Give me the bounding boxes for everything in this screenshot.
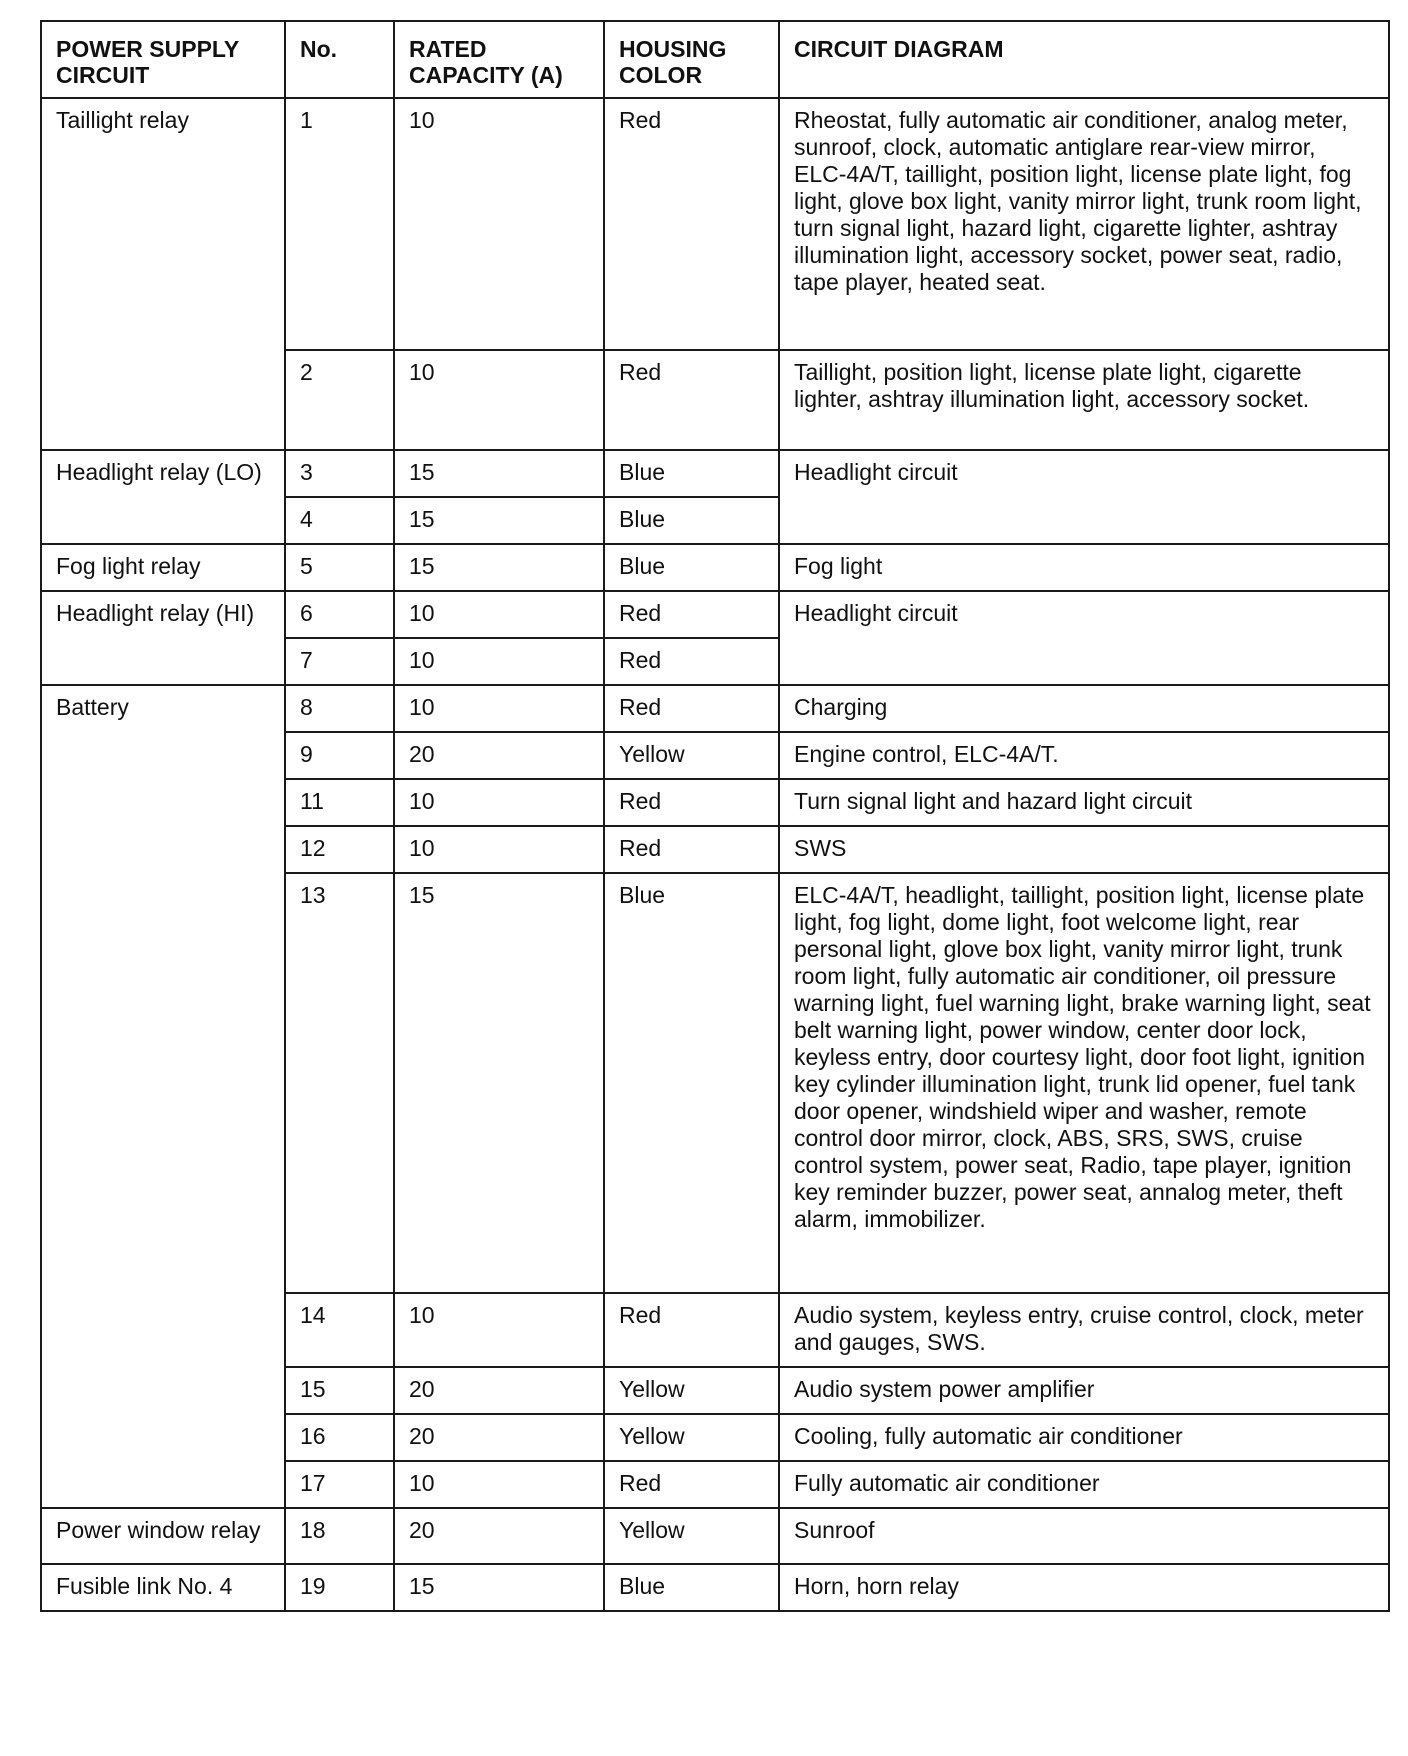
circuit-diagram: Headlight circuit [779,450,1389,544]
rated-capacity: 20 [394,732,604,779]
group-headlight-relay-hi: Headlight relay (HI) [41,591,285,685]
header-no: No. [285,21,394,98]
header-circuit-diagram: CIRCUIT DIAGRAM [779,21,1389,98]
table-row [41,544,1389,591]
fuse-no: 3 [285,450,394,497]
circuit-diagram: Cooling, fully automatic air conditioner [779,1414,1389,1461]
circuit-diagram: Fully automatic air conditioner [779,1461,1389,1508]
fuse-no: 14 [285,1293,394,1367]
fuse-no: 16 [285,1414,394,1461]
table-row [41,98,1389,350]
rated-capacity: 10 [394,638,604,685]
fuse-table [40,20,1390,1612]
group-taillight-relay: Taillight relay [41,98,285,450]
circuit-diagram: Headlight circuit [779,591,1389,685]
table-row [41,450,1389,497]
housing-color: Blue [604,544,779,591]
circuit-diagram: SWS [779,826,1389,873]
table-row [41,1508,1389,1564]
header-housing-color: HOUSING COLOR [604,21,779,98]
rated-capacity: 15 [394,1564,604,1611]
fuse-no: 11 [285,779,394,826]
housing-color: Red [604,779,779,826]
circuit-diagram: Engine control, ELC-4A/T. [779,732,1389,779]
fuse-no: 15 [285,1367,394,1414]
rated-capacity: 15 [394,873,604,1293]
circuit-diagram: Rheostat, fully automatic air conditioner, analog meter, sunroof, clock, automatic antiglare rear-view mirror, ELC-4A/T, taillight, position light, license plate light, fog light, glove box light, vanity mirror light, trunk room light, turn signal light, hazard light, cigarette lighter, ashtray illumination light, accessory socket, power seat, radio, tape player, heated seat. [779,98,1389,350]
rated-capacity: 10 [394,591,604,638]
fuse-no: 8 [285,685,394,732]
rated-capacity: 10 [394,685,604,732]
housing-color: Red [604,350,779,450]
housing-color: Red [604,591,779,638]
group-fusible-link-4: Fusible link No. 4 [41,1564,285,1611]
group-battery: Battery [41,685,285,1508]
circuit-diagram: ELC-4A/T, headlight, taillight, position light, license plate light, fog light, dome light, foot welcome light, rear personal light, glove box light, vanity mirror light, trunk room light, fully automatic air conditioner, oil pressure warning light, fuel warning light, brake warning light, seat belt warning light, power window, center door lock, keyless entry, door courtesy light, door foot light, ignition key cylinder illumination light, trunk lid opener, fuel tank door opener, windshield wiper and washer, remote control door mirror, clock, ABS, SRS, SWS, cruise control system, power seat, Radio, tape player, ignition key reminder buzzer, power seat, annalog meter, theft alarm, immobilizer. [779,873,1389,1293]
rated-capacity: 10 [394,826,604,873]
circuit-diagram: Fog light [779,544,1389,591]
circuit-diagram: Audio system, keyless entry, cruise control, clock, meter and gauges, SWS. [779,1293,1389,1367]
housing-color: Blue [604,497,779,544]
fuse-no: 19 [285,1564,394,1611]
circuit-diagram: Audio system power amplifier [779,1367,1389,1414]
fuse-no: 13 [285,873,394,1293]
header-rated-capacity: RATED CAPACITY (A) [394,21,604,98]
rated-capacity: 15 [394,450,604,497]
header-row [41,21,1389,98]
circuit-diagram: Taillight, position light, license plate light, cigarette lighter, ashtray illumination light, accessory socket. [779,350,1389,450]
fuse-no: 4 [285,497,394,544]
rated-capacity: 10 [394,98,604,350]
header-power-supply-circuit: POWER SUPPLY CIRCUIT [41,21,285,98]
housing-color: Blue [604,873,779,1293]
rated-capacity: 10 [394,1293,604,1367]
group-headlight-relay-lo: Headlight relay (LO) [41,450,285,544]
housing-color: Yellow [604,1367,779,1414]
housing-color: Red [604,1461,779,1508]
table-row [41,1564,1389,1611]
circuit-diagram: Horn, horn relay [779,1564,1389,1611]
table-row [41,591,1389,638]
circuit-diagram: Turn signal light and hazard light circuit [779,779,1389,826]
fuse-no: 9 [285,732,394,779]
fuse-no: 12 [285,826,394,873]
group-fog-light-relay: Fog light relay [41,544,285,591]
housing-color: Red [604,685,779,732]
housing-color: Red [604,826,779,873]
circuit-diagram: Charging [779,685,1389,732]
rated-capacity: 20 [394,1414,604,1461]
fuse-no: 17 [285,1461,394,1508]
rated-capacity: 10 [394,350,604,450]
housing-color: Red [604,638,779,685]
rated-capacity: 10 [394,779,604,826]
fuse-no: 6 [285,591,394,638]
fuse-no: 18 [285,1508,394,1564]
rated-capacity: 10 [394,1461,604,1508]
housing-color: Yellow [604,732,779,779]
fuse-no: 7 [285,638,394,685]
rated-capacity: 15 [394,497,604,544]
fuse-no: 5 [285,544,394,591]
circuit-diagram: Sunroof [779,1508,1389,1564]
group-power-window-relay: Power window relay [41,1508,285,1564]
housing-color: Yellow [604,1414,779,1461]
fuse-no: 1 [285,98,394,350]
rated-capacity: 20 [394,1508,604,1564]
rated-capacity: 15 [394,544,604,591]
table-row [41,685,1389,732]
housing-color: Yellow [604,1508,779,1564]
rated-capacity: 20 [394,1367,604,1414]
housing-color: Red [604,98,779,350]
housing-color: Blue [604,450,779,497]
housing-color: Red [604,1293,779,1367]
housing-color: Blue [604,1564,779,1611]
fuse-no: 2 [285,350,394,450]
